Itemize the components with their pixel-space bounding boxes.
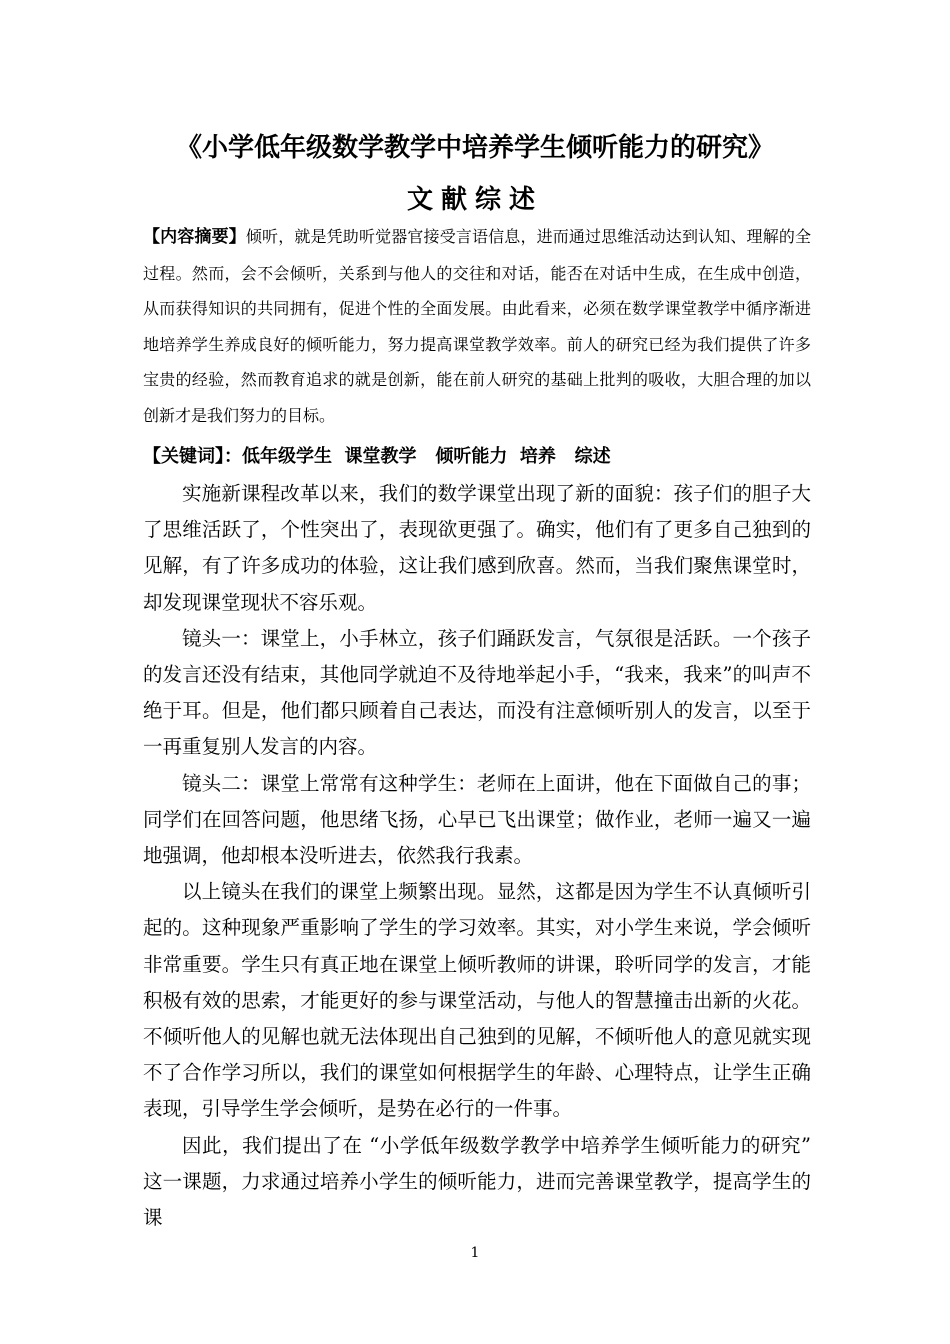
- document-title: 《小学低年级数学教学中培养学生倾听能力的研究》: [175, 133, 774, 163]
- abstract-text: 倾听，就是凭助听觉器官接受言语信息，进而通过思维活动达到认知、理解的全过程。然而，会不会倾听，关系到与他人的交往和对话，能否在对话中生成，在生成中创造，从而获得知识的共同拥有，促进个性的全面发展。由此看来，必须在数学课堂教学中循序渐进地培养学生养成良好的倾听能力，努力提高课堂教学效率。前人的研究已经为我们提供了许多宝贵的经验，然而教育追求的就是创新，能在前人研究的基础上批判的吸收，大胆合理的加以创新才是我们努力的目标。: [143, 227, 811, 425]
- body-paragraph: 实施新课程改革以来，我们的数学课堂出现了新的面貌：孩子们的胆子大了思维活跃了，个性突出了，表现欲更强了。确实，他们有了更多自己独到的见解，有了许多成功的体验，这让我们感到欣喜。然而，当我们聚焦课堂时，却发现课堂现状不容乐观。: [143, 482, 811, 614]
- body-paragraph: 以上镜头在我们的课堂上频繁出现。显然，这都是因为学生不认真倾听引起的。这种现象严重影响了学生的学习效率。其实，对小学生来说，学会倾听非常重要。学生只有真正地在课堂上倾听教师的讲课，聆听同学的发言，才能积极有效的思索，才能更好的参与课堂活动，与他人的智慧撞击出新的火花。不倾听他人的见解也就无法体现出自己独到的见解，不倾听他人的意见就实现不了合作学习所以，我们的课堂如何根据学生的年龄、心理特点，让学生正确表现，引导学生学会倾听，是势在必行的一件事。: [143, 880, 811, 1121]
- body-text: [143, 476, 811, 1236]
- abstract-section: [143, 219, 811, 433]
- body-paragraph: 镜头二：课堂上常常有这种学生：老师在上面讲，他在下面做自己的事；同学们在回答问题，他思绪飞扬，心早已飞出课堂；做作业，老师一遍又一遍地强调，他却根本没听进去，依然我行我素。: [143, 771, 811, 868]
- keywords-line: 【关键词】：低年级学生 课堂教学 倾听能力 培养 综述: [143, 446, 611, 467]
- body-paragraph: 因此，我们提出了在 “小学低年级数学教学中培养学生倾听能力的研究” 这一课题，力求通过培养小学生的倾听能力，进而完善课堂教学，提高学生的课: [143, 1133, 811, 1230]
- page-number: 1: [470, 1245, 480, 1261]
- document-subtitle: 文献综述: [406, 185, 543, 215]
- abstract-label: 【内容摘要】: [143, 227, 246, 247]
- body-paragraph: 镜头一：课堂上，小手林立，孩子们踊跃发言，气氛很是活跃。一个孩子的发言还没有结束，其他同学就迫不及待地举起小手，“我来，我来”的叫声不绝于耳。但是，他们都只顾着自己表达，而没有注意倾听别人的发言，以至于一再重复别人发言的内容。: [143, 626, 811, 759]
